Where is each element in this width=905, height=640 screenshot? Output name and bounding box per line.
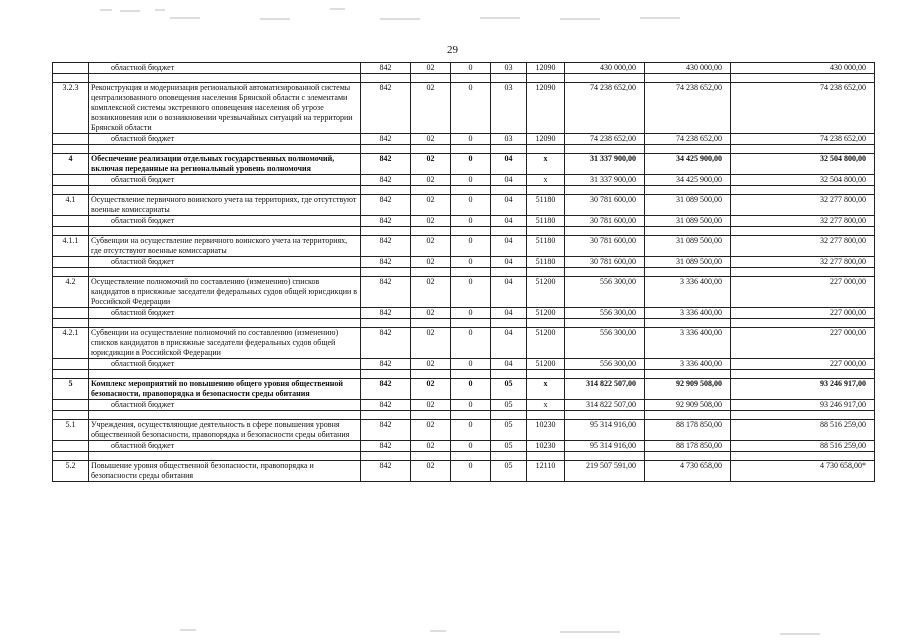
code-subprogram: 0 [451, 216, 491, 227]
code-ministry: 842 [361, 257, 411, 268]
code-direction: 51200 [527, 328, 565, 359]
code-ministry: 842 [361, 154, 411, 175]
amount-year-2: 31 089 500,00 [645, 195, 731, 216]
code-activity: 04 [491, 154, 527, 175]
scan-noise-top [0, 4, 905, 22]
row-number: 3.2.3 [53, 83, 89, 134]
amount-year-1: 219 507 591,00 [565, 461, 645, 482]
code-direction: 51180 [527, 216, 565, 227]
code-section: 02 [411, 175, 451, 186]
row-number [53, 400, 89, 411]
spacer-row [53, 227, 875, 236]
row-name: областной бюджет [89, 134, 361, 145]
code-section: 02 [411, 461, 451, 482]
code-section: 02 [411, 441, 451, 452]
budget-subrow [53, 308, 875, 319]
code-direction: x [527, 379, 565, 400]
code-ministry: 842 [361, 195, 411, 216]
code-subprogram: 0 [451, 308, 491, 319]
code-section: 02 [411, 134, 451, 145]
code-ministry: 842 [361, 277, 411, 308]
code-subprogram: 0 [451, 83, 491, 134]
code-direction: x [527, 154, 565, 175]
code-ministry: 842 [361, 308, 411, 319]
code-activity: 05 [491, 441, 527, 452]
code-ministry: 842 [361, 359, 411, 370]
code-activity: 04 [491, 236, 527, 257]
code-activity: 04 [491, 257, 527, 268]
code-ministry: 842 [361, 63, 411, 74]
amount-year-3: 227 000,00 [731, 277, 875, 308]
spacer-row [53, 74, 875, 83]
code-activity: 04 [491, 195, 527, 216]
code-section: 02 [411, 257, 451, 268]
row-name: областной бюджет [89, 400, 361, 411]
amount-year-3: 227 000,00 [731, 328, 875, 359]
row-name: Комплекс мероприятий по повышению общего уровня общественной безопасности, правопорядка и безопасности среды обитания [89, 379, 361, 400]
code-section: 02 [411, 195, 451, 216]
code-direction: 12110 [527, 461, 565, 482]
amount-year-3: 88 516 259,00 [731, 441, 875, 452]
budget-table [52, 62, 875, 482]
code-section: 02 [411, 154, 451, 175]
code-direction: 12090 [527, 134, 565, 145]
amount-year-1: 314 822 507,00 [565, 379, 645, 400]
amount-year-3: 93 246 917,00 [731, 400, 875, 411]
code-section: 02 [411, 379, 451, 400]
code-ministry: 842 [361, 236, 411, 257]
row-name: Субвенции на осуществление полномочий по составлению (изменению) списков кандидатов в присяжные заседатели федеральных судов общей юрисдикции в Российской Федерации [89, 328, 361, 359]
amount-year-1: 30 781 600,00 [565, 257, 645, 268]
amount-year-3: 32 277 800,00 [731, 195, 875, 216]
row-name: Повышение уровня общественной безопасности, правопорядка и безопасности среды обитания [89, 461, 361, 482]
amount-year-1: 74 238 652,00 [565, 83, 645, 134]
amount-year-2: 430 000,00 [645, 63, 731, 74]
amount-year-2: 3 336 400,00 [645, 277, 731, 308]
row-number [53, 175, 89, 186]
amount-year-1: 30 781 600,00 [565, 236, 645, 257]
code-activity: 04 [491, 216, 527, 227]
row-number [53, 257, 89, 268]
code-subprogram: 0 [451, 154, 491, 175]
code-ministry: 842 [361, 328, 411, 359]
code-ministry: 842 [361, 400, 411, 411]
amount-year-2: 88 178 850,00 [645, 441, 731, 452]
amount-year-3: 32 504 800,00 [731, 154, 875, 175]
amount-year-3: 74 238 652,00 [731, 83, 875, 134]
spacer-row [53, 370, 875, 379]
table-row [53, 236, 875, 257]
spacer-row [53, 452, 875, 461]
code-activity: 03 [491, 83, 527, 134]
amount-year-1: 95 314 916,00 [565, 420, 645, 441]
code-section: 02 [411, 83, 451, 134]
code-activity: 03 [491, 63, 527, 74]
row-name: Субвенции на осуществление первичного воинского учета на территориях, где отсутствуют военные комиссариаты [89, 236, 361, 257]
row-number: 4.2.1 [53, 328, 89, 359]
code-direction: 51200 [527, 277, 565, 308]
code-activity: 05 [491, 461, 527, 482]
amount-year-2: 74 238 652,00 [645, 83, 731, 134]
amount-year-2: 34 425 900,00 [645, 175, 731, 186]
code-direction: 51200 [527, 359, 565, 370]
amount-year-3: 88 516 259,00 [731, 420, 875, 441]
amount-year-2: 31 089 500,00 [645, 236, 731, 257]
code-subprogram: 0 [451, 195, 491, 216]
amount-year-3: 74 238 652,00 [731, 134, 875, 145]
amount-year-2: 92 909 508,00 [645, 379, 731, 400]
code-ministry: 842 [361, 83, 411, 134]
amount-year-1: 30 781 600,00 [565, 216, 645, 227]
row-name: областной бюджет [89, 216, 361, 227]
budget-subrow [53, 175, 875, 186]
row-number [53, 63, 89, 74]
code-ministry: 842 [361, 420, 411, 441]
scan-noise-bottom [0, 622, 905, 640]
row-number [53, 308, 89, 319]
code-direction: 10230 [527, 420, 565, 441]
code-section: 02 [411, 63, 451, 74]
code-activity: 03 [491, 134, 527, 145]
row-name: областной бюджет [89, 441, 361, 452]
code-activity: 04 [491, 175, 527, 186]
row-name: областной бюджет [89, 257, 361, 268]
code-subprogram: 0 [451, 134, 491, 145]
code-subprogram: 0 [451, 461, 491, 482]
amount-year-2: 3 336 400,00 [645, 359, 731, 370]
row-name: Осуществление полномочий по составлению (изменению) списков кандидатов в присяжные заседатели федеральных судов общей юрисдикции в Российской Федерации [89, 277, 361, 308]
budget-subrow [53, 63, 875, 74]
code-direction: 51200 [527, 308, 565, 319]
row-number [53, 441, 89, 452]
code-direction: 10230 [527, 441, 565, 452]
row-number: 4.1.1 [53, 236, 89, 257]
table-row [53, 420, 875, 441]
budget-subrow [53, 216, 875, 227]
amount-year-1: 556 300,00 [565, 359, 645, 370]
row-name: Реконструкция и модернизация региональной автоматизированной системы централизованного оповещения населения Брянской области с элементами комплексной системы экстренного оповещения населения об угрозе возникновения или о возникновении чрезвычайных ситуаций на территории Брянской области [89, 83, 361, 134]
spacer-row [53, 145, 875, 154]
code-section: 02 [411, 216, 451, 227]
code-direction: 51180 [527, 236, 565, 257]
code-ministry: 842 [361, 175, 411, 186]
amount-year-2: 3 336 400,00 [645, 328, 731, 359]
row-number [53, 216, 89, 227]
amount-year-2: 31 089 500,00 [645, 216, 731, 227]
row-number: 5.2 [53, 461, 89, 482]
amount-year-3: 32 277 800,00 [731, 236, 875, 257]
code-direction: 12090 [527, 83, 565, 134]
amount-year-1: 74 238 652,00 [565, 134, 645, 145]
row-name: областной бюджет [89, 359, 361, 370]
amount-year-2: 31 089 500,00 [645, 257, 731, 268]
spacer-row [53, 411, 875, 420]
budget-subrow [53, 359, 875, 370]
spacer-row [53, 186, 875, 195]
code-activity: 04 [491, 277, 527, 308]
table-row [53, 277, 875, 308]
spacer-row [53, 268, 875, 277]
code-direction: x [527, 400, 565, 411]
code-activity: 04 [491, 359, 527, 370]
page-number: 29 [447, 44, 458, 56]
amount-year-3: 227 000,00 [731, 308, 875, 319]
row-name: Обеспечение реализации отдельных государственных полномочий, включая переданные на региональный уровень полномочия [89, 154, 361, 175]
code-subprogram: 0 [451, 236, 491, 257]
amount-year-1: 31 337 900,00 [565, 154, 645, 175]
amount-year-1: 556 300,00 [565, 328, 645, 359]
code-section: 02 [411, 236, 451, 257]
table-row [53, 328, 875, 359]
code-activity: 04 [491, 308, 527, 319]
code-ministry: 842 [361, 379, 411, 400]
amount-year-2: 3 336 400,00 [645, 308, 731, 319]
amount-year-1: 430 000,00 [565, 63, 645, 74]
code-direction: 12090 [527, 63, 565, 74]
table-row [53, 154, 875, 175]
code-direction: x [527, 175, 565, 186]
code-subprogram: 0 [451, 359, 491, 370]
row-number: 5.1 [53, 420, 89, 441]
table-row [53, 461, 875, 482]
amount-year-1: 556 300,00 [565, 277, 645, 308]
code-activity: 05 [491, 400, 527, 411]
amount-year-1: 556 300,00 [565, 308, 645, 319]
code-subprogram: 0 [451, 257, 491, 268]
table-row [53, 379, 875, 400]
row-number: 4 [53, 154, 89, 175]
amount-year-2: 34 425 900,00 [645, 154, 731, 175]
table-row [53, 83, 875, 134]
amount-year-3: 430 000,00 [731, 63, 875, 74]
row-name: Учреждения, осуществляющие деятельность в сфере повышения уровня общественной безопасности, правопорядка и безопасности среды обитания [89, 420, 361, 441]
amount-year-3: 32 277 800,00 [731, 216, 875, 227]
amount-year-1: 31 337 900,00 [565, 175, 645, 186]
code-activity: 05 [491, 379, 527, 400]
table-row [53, 195, 875, 216]
row-name: областной бюджет [89, 63, 361, 74]
code-ministry: 842 [361, 441, 411, 452]
row-name: Осуществление первичного воинского учета на территориях, где отсутствуют военные комиссариаты [89, 195, 361, 216]
amount-year-3: 93 246 917,00 [731, 379, 875, 400]
row-number [53, 359, 89, 370]
row-name: областной бюджет [89, 308, 361, 319]
code-subprogram: 0 [451, 63, 491, 74]
code-subprogram: 0 [451, 441, 491, 452]
row-number [53, 134, 89, 145]
amount-year-2: 74 238 652,00 [645, 134, 731, 145]
amount-year-1: 95 314 916,00 [565, 441, 645, 452]
code-subprogram: 0 [451, 420, 491, 441]
code-direction: 51180 [527, 195, 565, 216]
code-section: 02 [411, 308, 451, 319]
table-body [53, 63, 875, 482]
code-section: 02 [411, 277, 451, 308]
amount-year-3: 32 277 800,00 [731, 257, 875, 268]
amount-year-3: 4 730 658,00* [731, 461, 875, 482]
code-subprogram: 0 [451, 277, 491, 308]
code-subprogram: 0 [451, 175, 491, 186]
spacer-row [53, 319, 875, 328]
code-ministry: 842 [361, 216, 411, 227]
code-subprogram: 0 [451, 328, 491, 359]
amount-year-2: 92 909 508,00 [645, 400, 731, 411]
budget-subrow [53, 400, 875, 411]
code-section: 02 [411, 328, 451, 359]
row-number: 4.2 [53, 277, 89, 308]
code-subprogram: 0 [451, 400, 491, 411]
amount-year-3: 227 000,00 [731, 359, 875, 370]
row-number: 5 [53, 379, 89, 400]
code-activity: 05 [491, 420, 527, 441]
code-section: 02 [411, 400, 451, 411]
amount-year-1: 314 822 507,00 [565, 400, 645, 411]
code-section: 02 [411, 420, 451, 441]
row-name: областной бюджет [89, 175, 361, 186]
code-direction: 51180 [527, 257, 565, 268]
code-ministry: 842 [361, 134, 411, 145]
row-number: 4.1 [53, 195, 89, 216]
budget-subrow [53, 441, 875, 452]
code-ministry: 842 [361, 461, 411, 482]
budget-subrow [53, 134, 875, 145]
code-activity: 04 [491, 328, 527, 359]
amount-year-2: 88 178 850,00 [645, 420, 731, 441]
code-subprogram: 0 [451, 379, 491, 400]
amount-year-3: 32 504 800,00 [731, 175, 875, 186]
budget-subrow [53, 257, 875, 268]
amount-year-1: 30 781 600,00 [565, 195, 645, 216]
code-section: 02 [411, 359, 451, 370]
amount-year-2: 4 730 658,00 [645, 461, 731, 482]
